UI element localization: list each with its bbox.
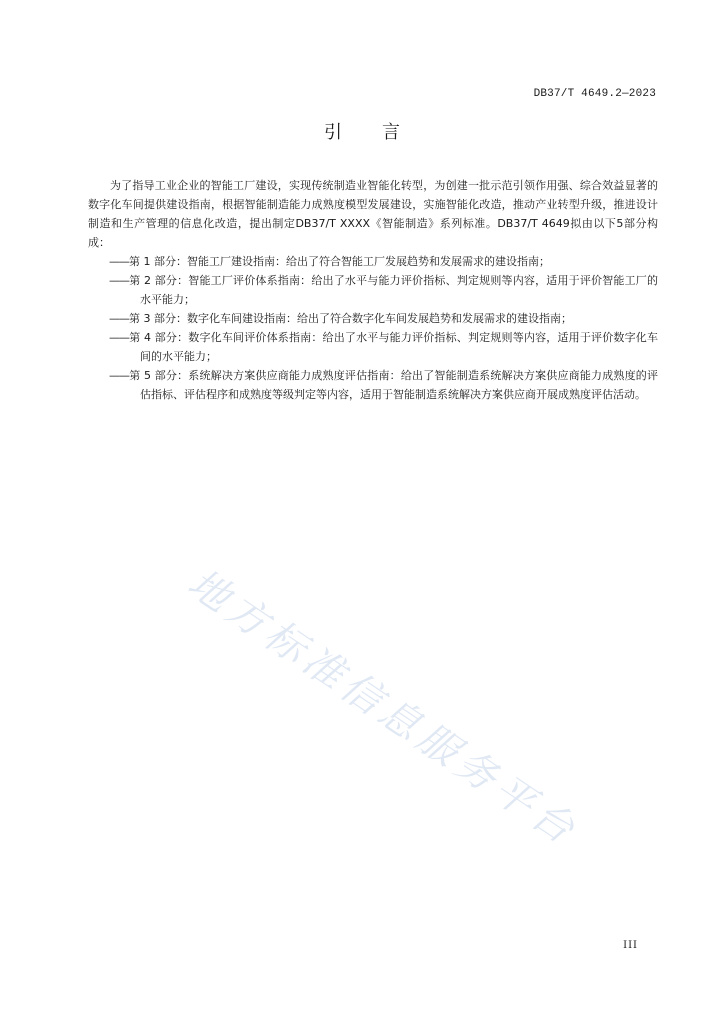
part-text: 第 2 部分：智能工厂评价体系指南：给出了水平与能力评价指标、判定规则等内容，适用于评价智能工厂的水平能力； <box>129 274 658 306</box>
body-text <box>88 176 658 404</box>
part-text: 第 4 部分：数字化车间评价体系指南：给出了水平与能力评价指标、判定规则等内容，适用于评价数字化车间的水平能力； <box>129 331 658 363</box>
page-title: 引言 <box>324 122 440 143</box>
em-dash: —— <box>109 274 129 287</box>
part-text: 第 5 部分：系统解决方案供应商能力成熟度评估指南：给出了智能制造系统解决方案供应商能力成熟度的评估指标、评估程序和成熟度等级判定等内容，适用于智能制造系统解决方案供应商开展成熟度评估活动。 <box>129 369 658 401</box>
em-dash: —— <box>109 312 129 325</box>
intro-paragraph: 为了指导工业企业的智能工厂建设，实现传统制造业智能化转型，为创建一批示范引领作用强、综合效益显著的数字化车间提供建设指南，根据智能制造能力成熟度模型发展建设，实施智能化改造，推动产业转型升级，推进设计制造和生产管理的信息化改造，提出制定DB37/T XXXX《智能制造》系列标准。DB37/T 4649拟由以下5部分构成： <box>88 179 658 249</box>
part-text: 第 3 部分：数字化车间建设指南：给出了符合数字化车间发展趋势和发展需求的建设指南； <box>129 312 572 325</box>
part-item-4 <box>88 328 658 366</box>
parts-list <box>88 252 658 404</box>
page-number: III <box>623 940 638 951</box>
part-item-1 <box>88 252 658 271</box>
em-dash: —— <box>109 331 129 344</box>
part-text: 第 1 部分：智能工厂建设指南：给出了符合智能工厂发展趋势和发展需求的建设指南； <box>129 255 550 268</box>
part-item-5 <box>88 366 658 404</box>
watermark: 地方标准信息服务平台 <box>179 560 587 856</box>
em-dash: —— <box>109 255 129 268</box>
part-item-3 <box>88 309 658 328</box>
document-code: DB37/T 4649.2—2023 <box>533 88 656 100</box>
part-item-2 <box>88 271 658 309</box>
em-dash: —— <box>109 369 129 382</box>
